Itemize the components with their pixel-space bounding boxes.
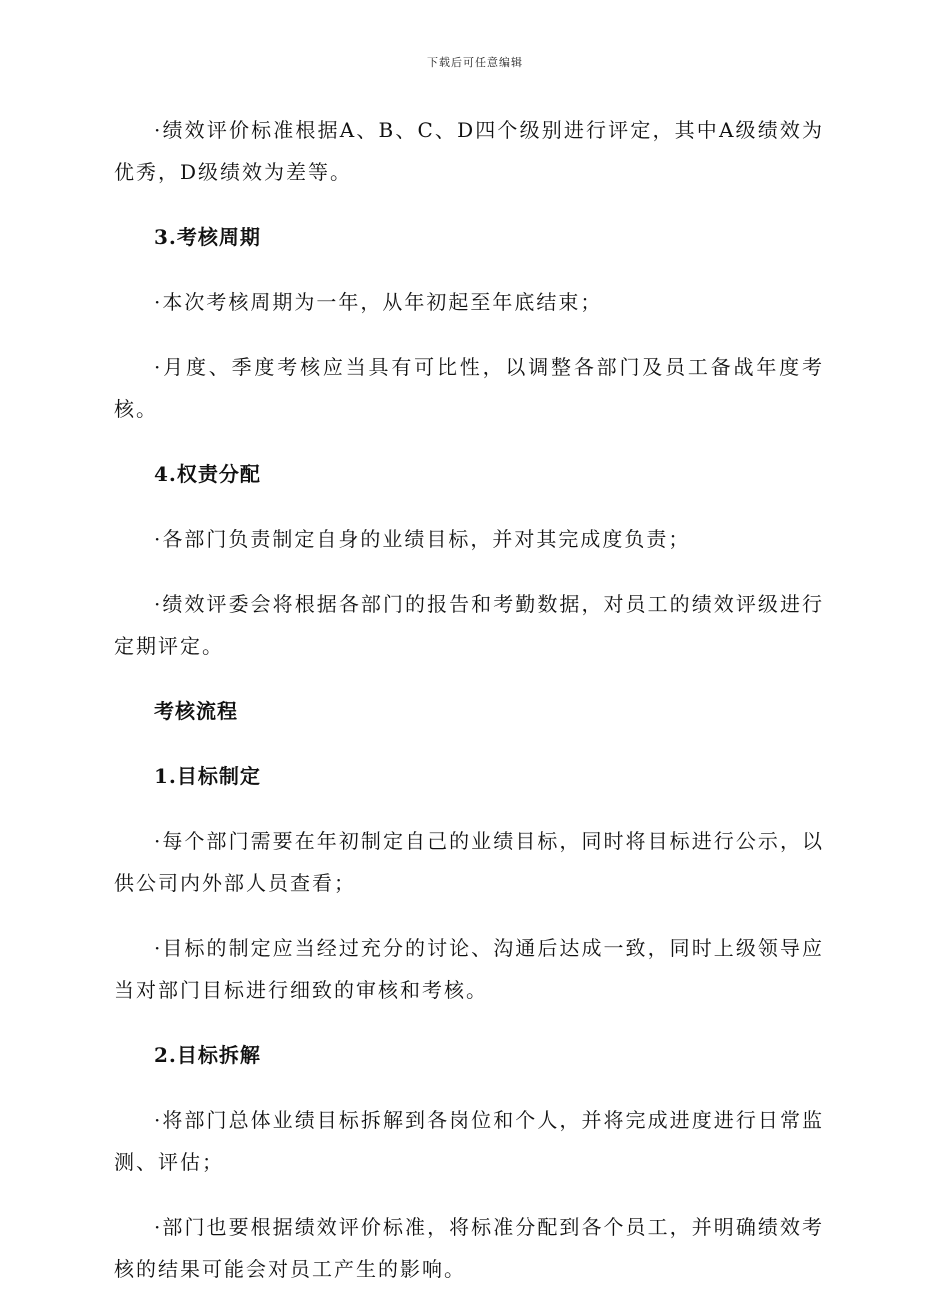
paragraph-standard-allocation: ·部门也要根据绩效评价标准，将标准分配到各个员工，并明确绩效考核的结果可能会对员工产生的影响。 [114, 1215, 824, 1281]
paragraph-dept-responsibility: ·各部门负责制定自身的业绩目标，并对其完成度负责； [154, 527, 691, 551]
paragraph-goal-publish: ·每个部门需要在年初制定自己的业绩目标，同时将目标进行公示，以供公司内外部人员查看； [114, 829, 824, 895]
document-body [114, 109, 824, 1313]
paragraph-committee-review: ·绩效评委会将根据各部门的报告和考勤数据，对员工的绩效评级进行定期评定。 [114, 592, 824, 658]
paragraph-goal-split: ·将部门总体业绩目标拆解到各岗位和个人，并将完成进度进行日常监测、评估； [114, 1108, 824, 1174]
paragraph-rating-standard: ·绩效评价标准根据A、B、C、D四个级别进行评定，其中A级绩效为优秀，D级绩效为差等。 [114, 118, 824, 184]
heading-assessment-cycle: 3.考核周期 [154, 225, 261, 249]
heading-assessment-process: 考核流程 [154, 699, 238, 723]
heading-goal-breakdown: 2.目标拆解 [154, 1043, 261, 1067]
page-header: 下载后可任意编辑 [427, 56, 523, 69]
heading-goal-setting: 1.目标制定 [154, 764, 261, 788]
paragraph-cycle-comparability: ·月度、季度考核应当具有可比性，以调整各部门及员工备战年度考核。 [114, 355, 824, 421]
paragraph-goal-discussion: ·目标的制定应当经过充分的讨论、沟通后达成一致，同时上级领导应当对部门目标进行细致的审核和考核。 [114, 936, 824, 1002]
heading-responsibilities: 4.权责分配 [154, 462, 261, 486]
paragraph-cycle-year: ·本次考核周期为一年，从年初起至年底结束； [154, 290, 603, 314]
